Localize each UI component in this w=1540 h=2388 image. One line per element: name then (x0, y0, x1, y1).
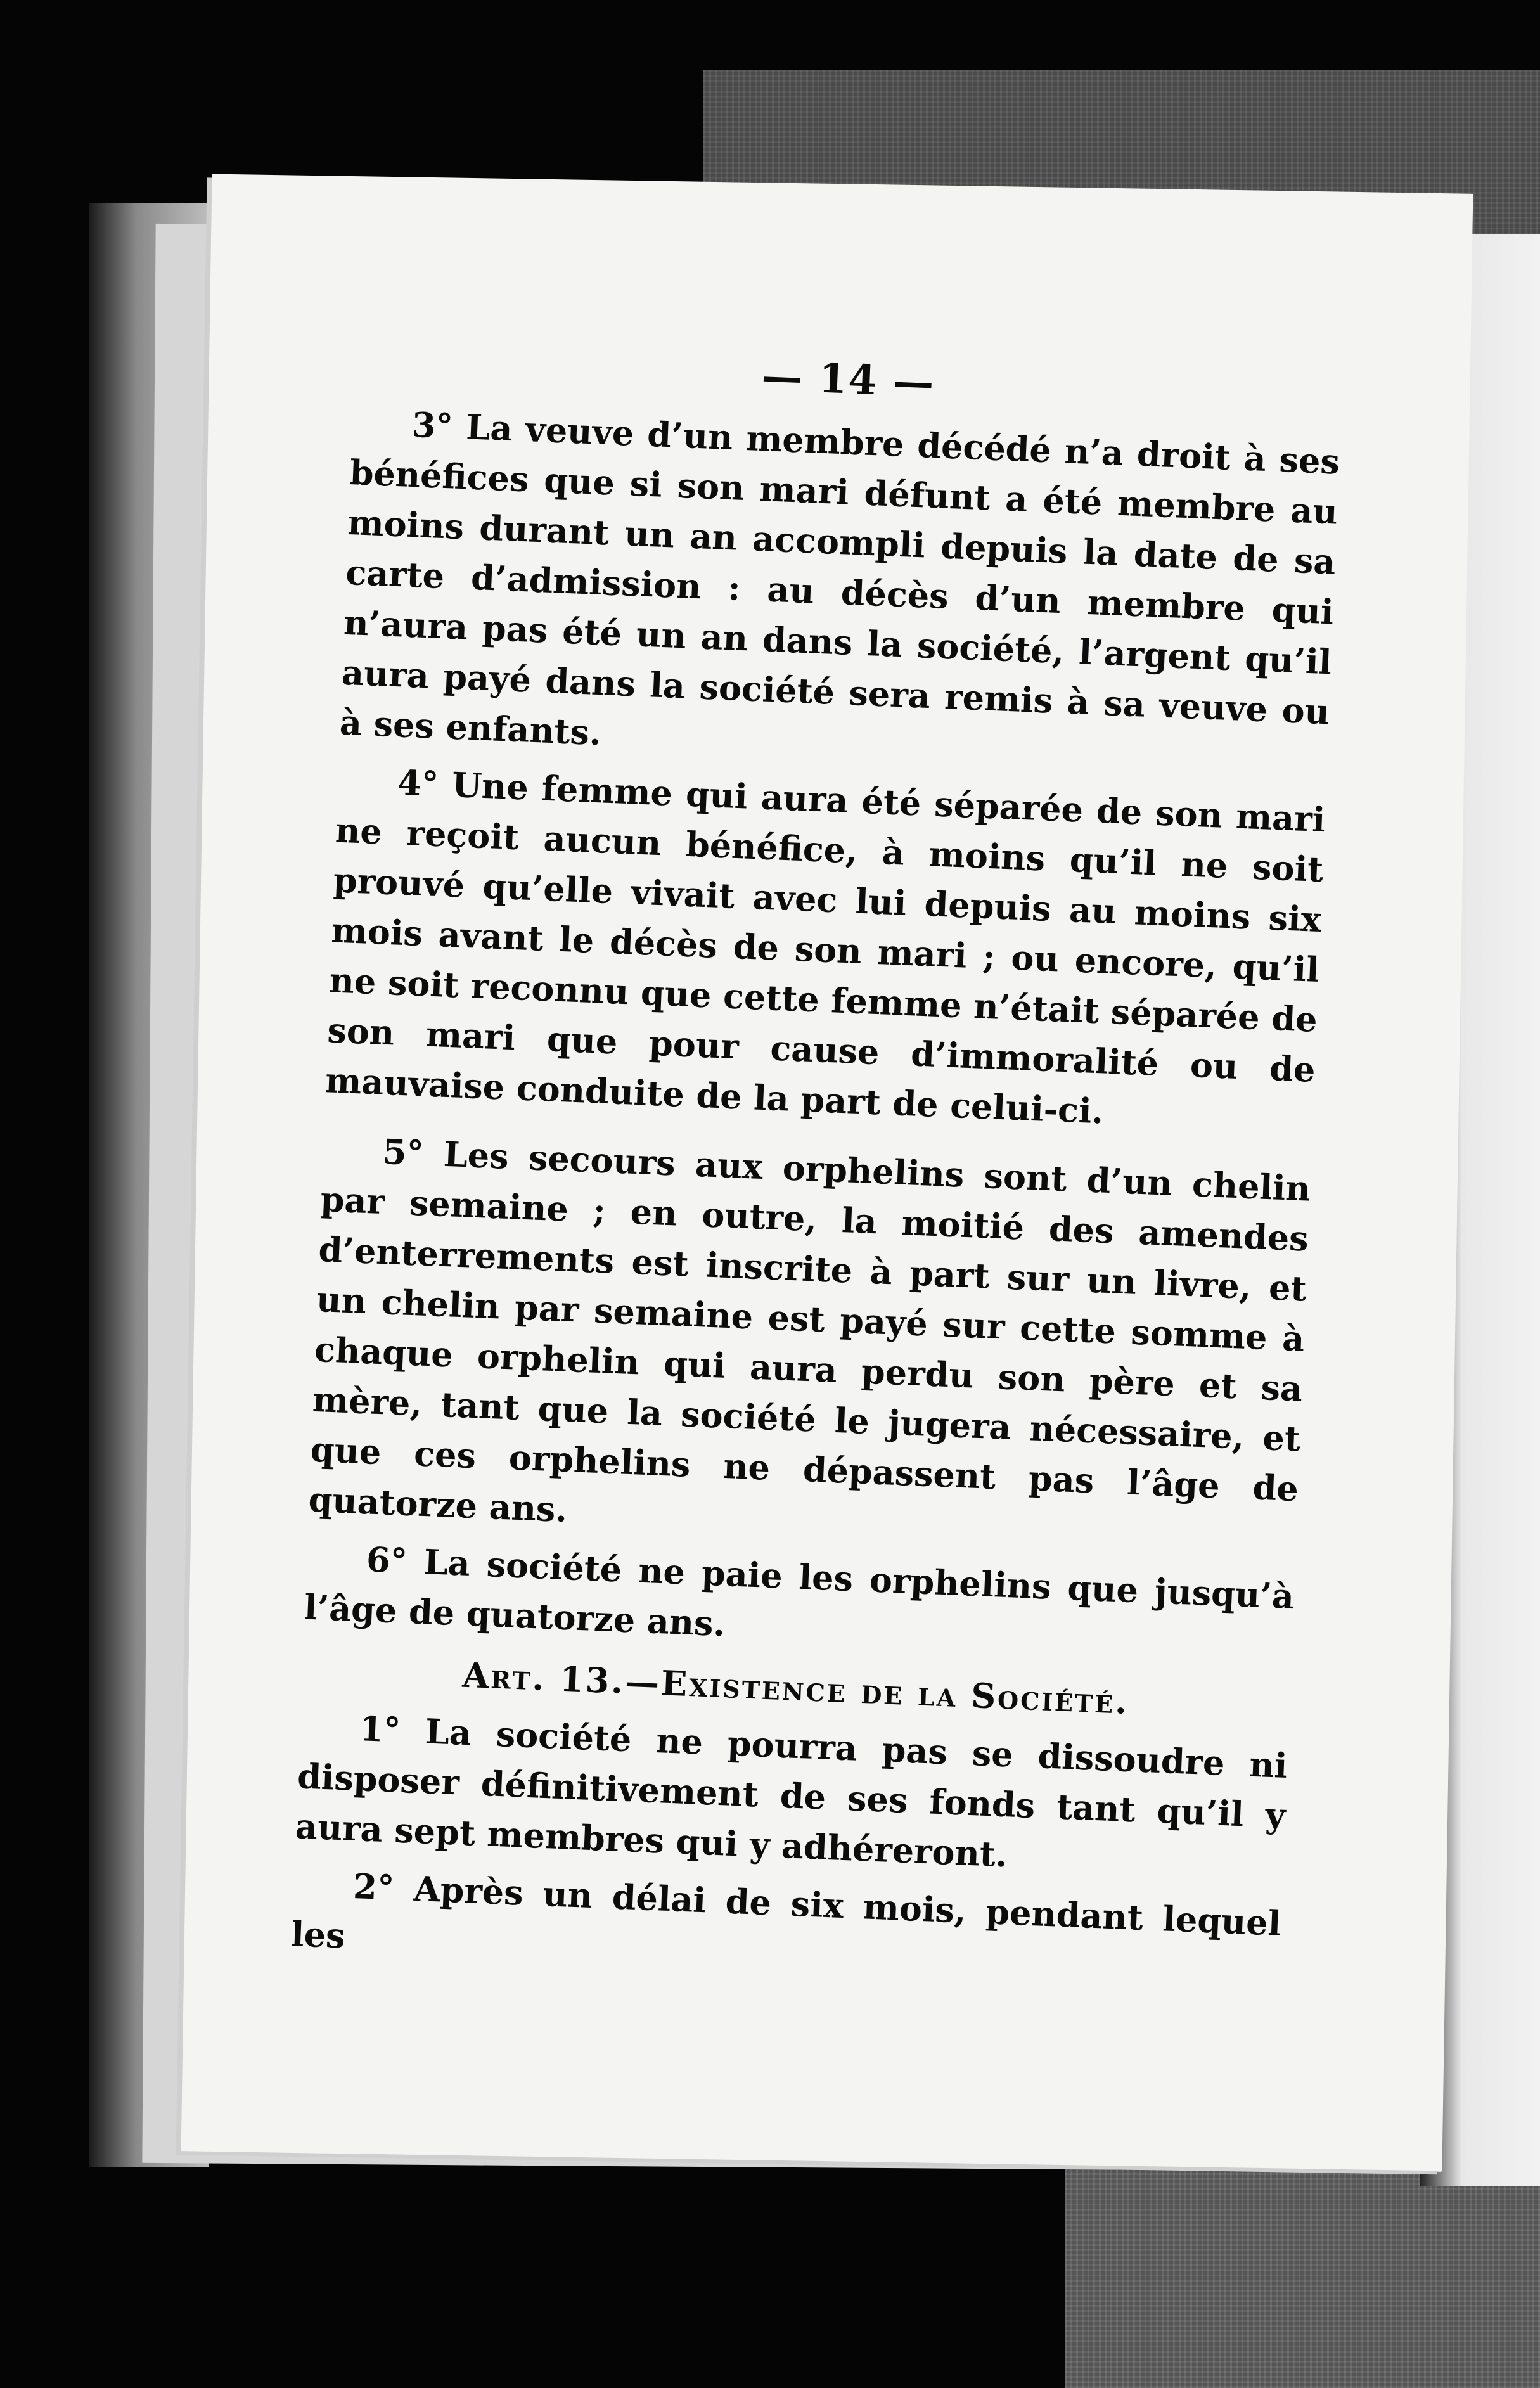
background-cloth-bottom (1065, 2167, 1540, 2388)
article-paragraph-2: 2° Après un délai de six mois, pendant lequel les (290, 1866, 1282, 1956)
book-page (181, 174, 1473, 2171)
article-heading: Art. 13.—Existence de la Société. (461, 1654, 1130, 1722)
article-paragraph-1: 1° La société ne pourra pas se dissoudre ni disposer définitivement de ses fonds tant qu’il y aura sept membres qui y adhéreront. (294, 1708, 1288, 1875)
page-number: — 14 — (760, 352, 936, 407)
paragraph-6: 6° La société ne paie les orphelins que jusqu’à l’âge de quatorze ans. (303, 1539, 1295, 1645)
paragraph-4: 4° Une femme qui aura été séparée de son mari ne reçoit aucun bénéfice, à moins qu’il ne soit prouvé qu’elle vivait avec lui depuis au moins six mois avant le décès de son mari ; ou encore, qu’il ne soit reconnu que cette femme n’était séparée de son mari que pour cause d’immoralité ou de mauvaise conduite de la part de celui-ci. (324, 762, 1326, 1132)
page-text-block (290, 335, 1343, 2006)
paragraph-3: 3° La veuve d’un membre décédé n’a droit à ses bénéfices que si son mari défunt a été membre au moins durant un an accompli depuis la date de sa carte d’admission : au décès d’un membre qui n’aura pas été un an dans la société, l’argent qu’il aura payé dans la société sera remis à sa veuve ou à ses enfants. (338, 404, 1341, 754)
paragraph-5: 5° Les secours aux orphelins sont d’un chelin par semaine ; en outre, la moitié des amendes d’enterrements est inscrite à part sur un livre, et un chelin par semaine est payé sur cette somme à chaque orphelin qui aura perdu son père et sa mère, tant que la société le jugera nécessaire, et que ces orphelins ne dépassent pas l’âge de quatorze ans. (307, 1131, 1312, 1531)
